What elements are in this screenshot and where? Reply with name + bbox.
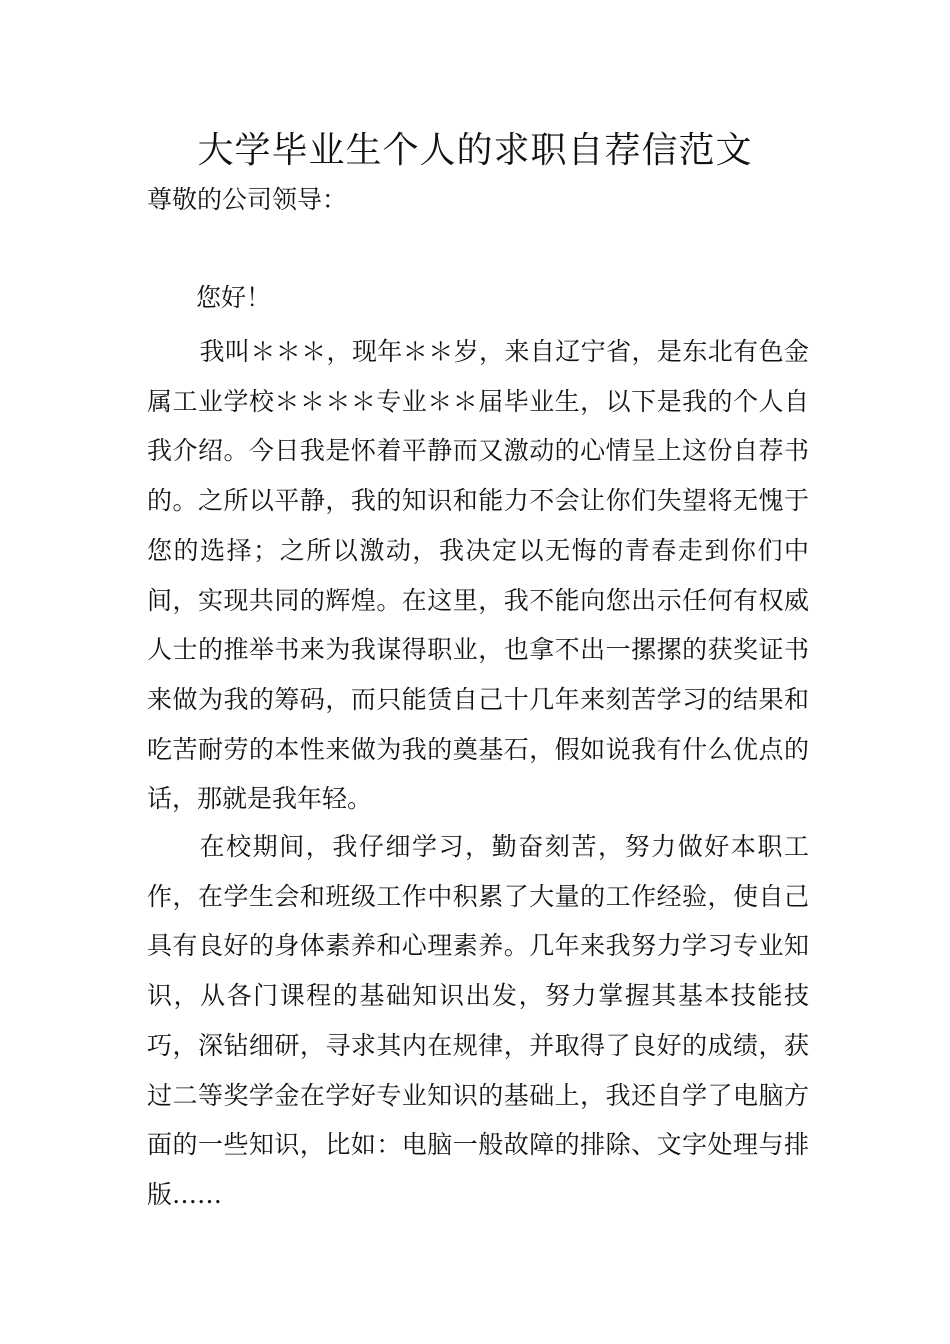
page-title: 大学毕业生个人的求职自荐信范文 <box>197 130 753 171</box>
body-paragraph: 在校期间，我仔细学习，勤奋刻苦，努力做好本职工作，在学生会和班级工作中积累了大量的工作经验，使自己具有良好的身体素养和心理素养。几年来我努力学习专业知识，从各门课程的基础知识出发，努力掌握其基本技能技巧，深钻细研，寻求其内在规律，并取得了良好的成绩，获过二等奖学金在学好专业知识的基础上，我还自学了电脑方面的一些知识，比如：电脑一般故障的排除、文字处理与排版…… <box>147 832 809 1209</box>
body-paragraph: 我叫＊＊＊，现年＊＊岁，来自辽宁省，是东北有色金属工业学校＊＊＊＊专业＊＊届毕业生，以下是我的个人自我介绍。今日我是怀着平静而又激动的心情呈上这份自荐书的。之所以平静，我的知识和能力不会让你们失望将无愧于您的选择；之所以激动，我决定以无悔的青春走到你们中间，实现共同的辉煌。在这里，我不能向您出示任何有权威人士的推举书来为我谋得职业，也拿不出一摞摞的获奖证书来做为我的筹码，而只能赁自己十几年来刻苦学习的结果和吃苦耐劳的本性来做为我的奠基石，假如说我有什么优点的话，那就是我年轻。 <box>147 337 809 814</box>
salutation: 尊敬的公司领导： <box>147 185 348 214</box>
greeting: 您好！ <box>196 283 272 312</box>
